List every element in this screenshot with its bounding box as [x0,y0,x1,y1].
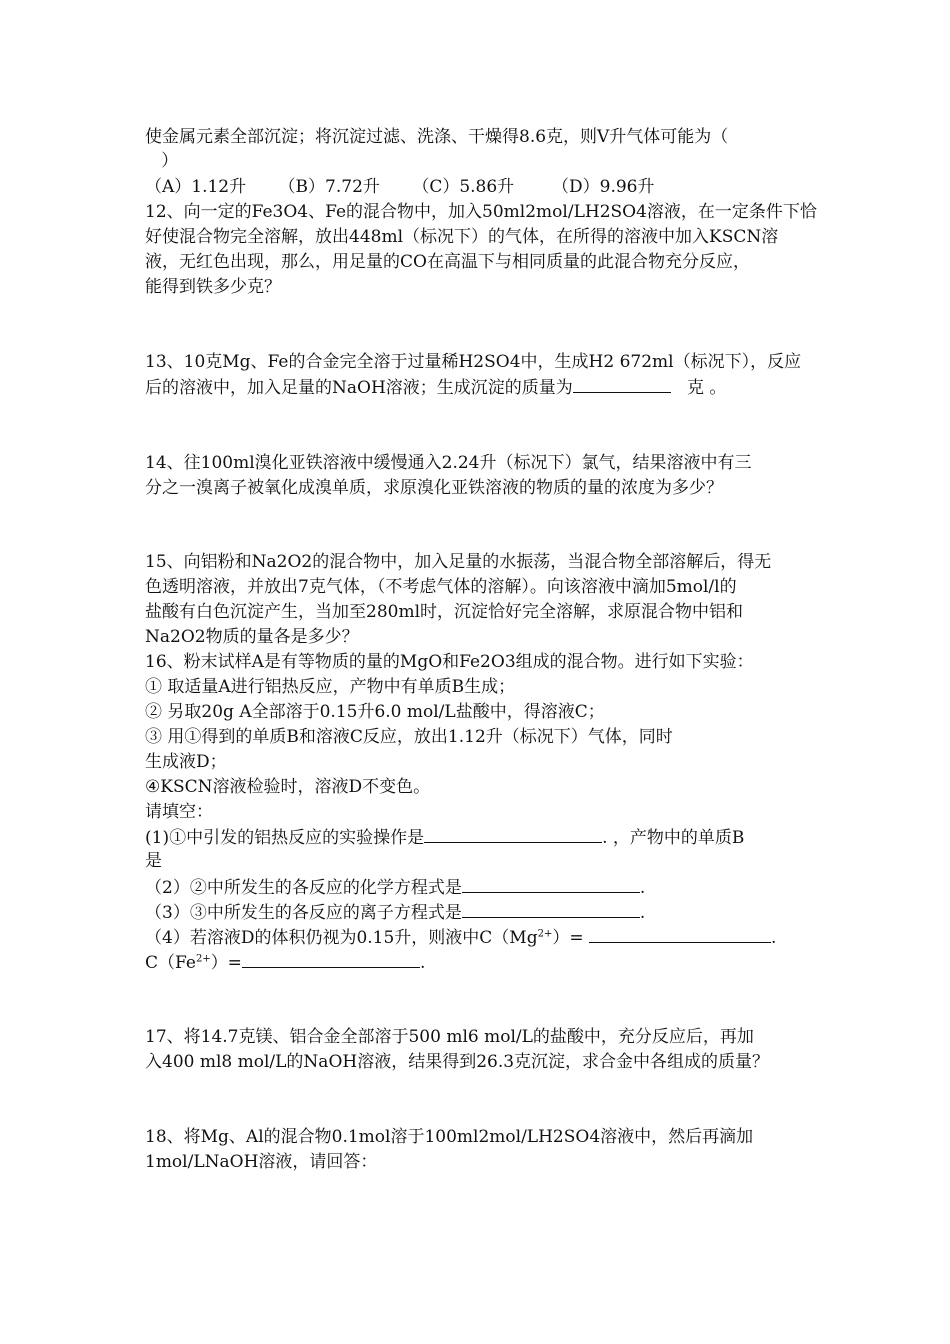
q18-line-1: 18、将Mg、Al的混合物0.1mol溶于100ml2mol/LH2SO4溶液中，然后再滴加 [145,1127,754,1147]
q16-sub-4-text: （4）若溶液D的体积仍视为0.15升，则液中C（Mg [145,928,538,948]
q16-sub-1 [145,826,744,849]
period: . [771,928,777,948]
q16-sub-1-cont: 是 [145,851,162,871]
period: . [639,903,646,923]
q13-line-2 [145,376,726,399]
fe-charge: 2+ [195,953,211,965]
q13-unit: 克 。 [670,378,727,398]
q15-line-1: 15、向铝粉和Na2O2的混合物中，加入足量的水振荡，当混合物全部溶解后，得无 [145,552,772,572]
q12-line-4: 能得到铁多少克？ [145,277,281,297]
q18-line-2: 1mol/LNaOH溶液，请回答： [145,1152,378,1172]
q16-step-3-cont: 生成液D； [145,752,227,772]
q17-line-1: 17、将14.7克镁、铝合金全部溶于500 ml6 mol/L的盐酸中，充分反应后，再加 [145,1027,754,1047]
q16-step-3: ③ 用①得到的单质B和溶液C反应，放出1.12升（标况下）气体，同时 [145,727,673,747]
answer-blank [424,826,602,843]
q16-sub-4-fe-text: C（Fe [145,953,196,973]
q16-sub-4-fe [145,951,425,974]
q16-step-1: ① 取适量A进行铝热反应，产物中有单质B生成； [145,677,516,697]
line-q11-options: （A）1.12升 （B）7.72升 （C）5.86升 （D）9.96升 [145,177,655,197]
q12-line-3: 液，无红色出现，那么，用足量的CO在高温下与相同质量的此混合物充分反应， [145,252,750,272]
q16-step-4: ④KSCN溶液检验时，溶液D不变色。 [145,777,431,797]
answer-blank [462,901,640,918]
q16-sub-4 [145,926,776,949]
q16-sub-3-text: （3）③中所发生的各反应的离子方程式是 [145,903,462,923]
q16-fill-prompt: 请填空： [145,802,213,822]
answer-blank [573,376,671,393]
q16-sub-2 [145,876,645,899]
q16-step-2: ② 另取20g A全部溶于0.15升6.0 mol/L盐酸中，得溶液C； [145,702,605,722]
line-q11-paren: ） [145,151,179,171]
q15-line-2: 色透明溶液，并放出7克气体，（不考虑气体的溶解）。向该溶液中滴加5mol/l的 [145,577,737,597]
answer-blank [462,876,640,893]
period: . [639,878,646,898]
q17-line-2: 入400 ml8 mol/L的NaOH溶液，结果得到26.3克沉淀，求合金中各组成的质量？ [145,1052,770,1072]
q13-text: 后的溶液中，加入足量的NaOH溶液；生成沉淀的质量为 [145,378,573,398]
period: . [419,953,426,973]
q16-sub-1-text: (1)①中引发的铝热反应的实验操作是 [145,828,425,848]
q16-sub-4-fe-eq: ）= [210,953,242,973]
q16-sub-2-text: （2）②中所发生的各反应的化学方程式是 [145,878,462,898]
q13-line-1: 13、10克Mg、Fe的合金完全溶于过量稀H2SO4中，生成H2 672ml（标况下），反应 [145,352,802,372]
q15-line-3: 盐酸有白色沉淀产生，当加至280ml时，沉淀恰好完全溶解，求原混合物中铝和 [145,602,744,622]
q12-line-1: 12、向一定的Fe3O4、Fe的混合物中，加入50ml2mol/LH2SO4溶液，在一定条件下恰 [145,202,817,222]
mg-charge: 2+ [537,928,553,940]
q16-sub-1-tail: . ，产物中的单质B [602,828,745,848]
answer-blank [589,926,771,943]
line-q11-cont: 使金属元素全部沉淀；将沉淀过滤、洗涤、干燥得8.6克，则V升气体可能为（ [145,127,729,147]
answer-blank [242,951,420,968]
q14-line-1: 14、往100ml溴化亚铁溶液中缓慢通入2.24升（标况下）氯气，结果溶液中有三 [145,453,752,473]
q14-line-2: 分之一溴离子被氧化成溴单质，求原溴化亚铁溶液的物质的量的浓度为多少？ [145,478,723,498]
q12-line-2: 好使混合物完全溶解，放出448ml（标况下）的气体，在所得的溶液中加入KSCN溶 [145,227,779,247]
q16-sub-3 [145,901,645,924]
q16-line-1: 16、粉末试样A是有等物质的量的MgO和Fe2O3组成的混合物。进行如下实验： [145,652,754,672]
q16-sub-4-eq: ）= [552,928,589,948]
q15-line-4: Na2O2物质的量各是多少？ [145,627,359,647]
